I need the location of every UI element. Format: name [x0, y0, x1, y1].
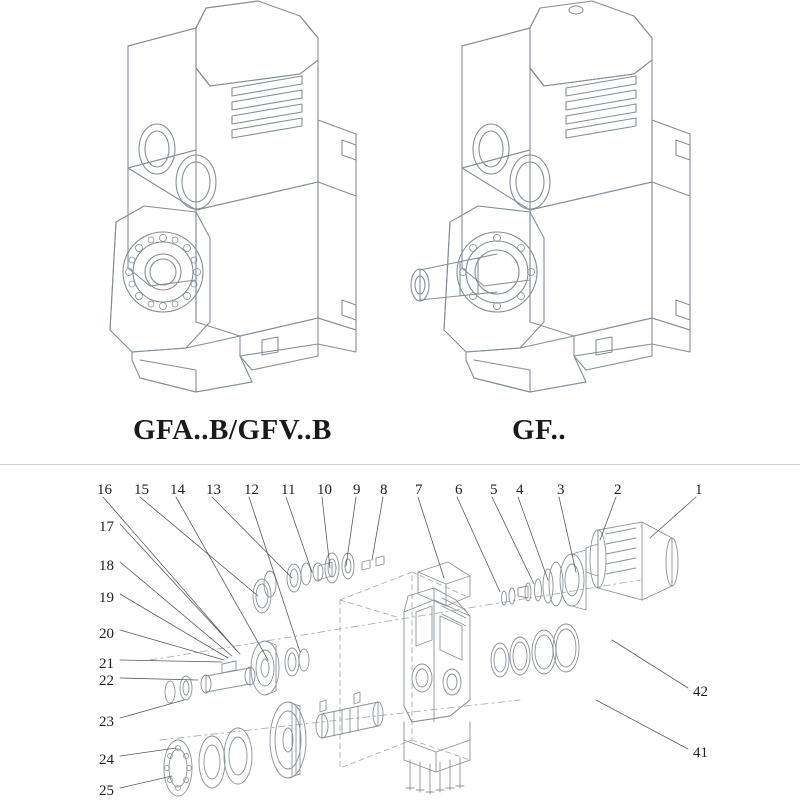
part-intermediate-shaft: [253, 553, 354, 613]
callout-top-16: 16: [97, 482, 112, 498]
callout-top-1: 1: [695, 482, 703, 498]
callout-left-17: 17: [99, 519, 114, 535]
callout-top-7: 7: [415, 482, 423, 498]
callout-right-41: 41: [693, 745, 708, 761]
callout-top-13: 13: [206, 482, 221, 498]
callout-left-24: 24: [99, 752, 114, 768]
part-dowel-pins: [362, 556, 384, 570]
part-adapter-flange: [543, 550, 586, 610]
callout-top-3: 3: [557, 482, 565, 498]
callout-top-10: 10: [317, 482, 332, 498]
part-shaft-assembly: [165, 648, 309, 703]
callout-top-14: 14: [170, 482, 185, 498]
part-bottom-screws: [406, 758, 464, 794]
callout-left-23: 23: [99, 714, 114, 730]
callout-left-22: 22: [99, 673, 114, 689]
callout-top-12: 12: [244, 482, 259, 498]
callout-left-19: 19: [99, 590, 114, 606]
part-motor: [586, 522, 678, 600]
callout-right-42: 42: [693, 684, 708, 700]
callout-top-9: 9: [353, 482, 361, 498]
callout-left-20: 20: [99, 626, 114, 642]
callout-left-18: 18: [99, 558, 114, 574]
callout-left-21: 21: [99, 656, 114, 672]
callout-top-6: 6: [455, 482, 463, 498]
part-ring-set: [491, 624, 579, 677]
part-pinion-shaft: [316, 692, 383, 738]
caption-left: GFA..B/GFV..B: [133, 414, 332, 446]
callout-top-2: 2: [614, 482, 622, 498]
callout-top-8: 8: [380, 482, 388, 498]
part-gear-mid: [251, 641, 279, 695]
part-fasteners-right: [502, 579, 542, 605]
part-large-gear: [270, 702, 306, 778]
callout-top-5: 5: [490, 482, 498, 498]
callout-top-4: 4: [516, 482, 524, 498]
callout-top-11: 11: [281, 482, 296, 498]
callout-top-15: 15: [134, 482, 149, 498]
part-housing: [404, 588, 470, 772]
caption-right: GF..: [512, 414, 567, 446]
callout-left-25: 25: [99, 783, 114, 799]
